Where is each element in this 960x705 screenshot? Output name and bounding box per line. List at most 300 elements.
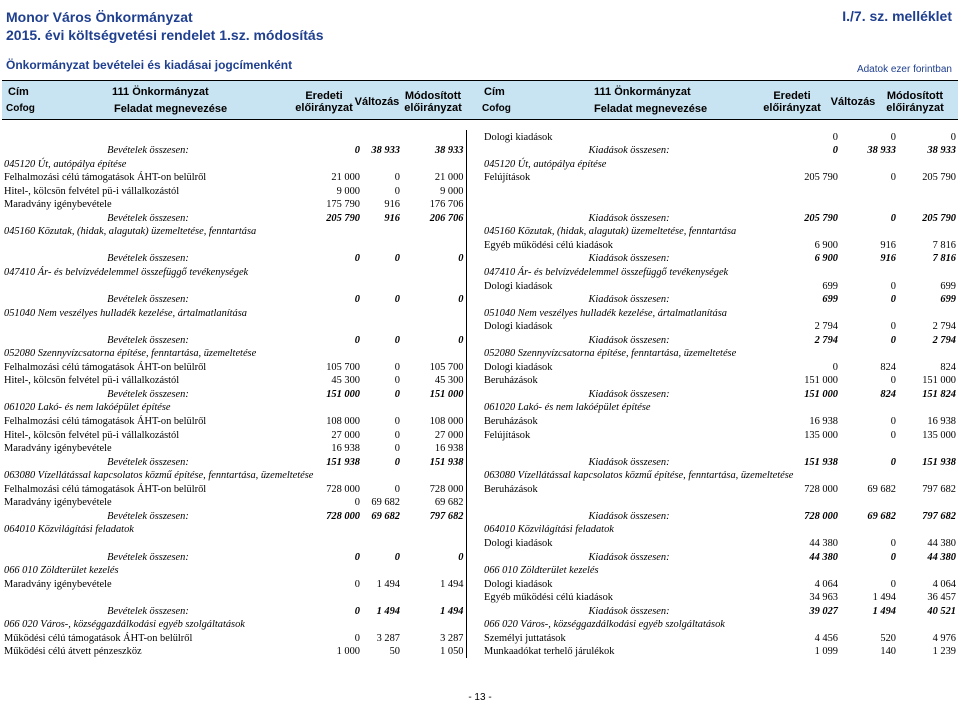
separator (466, 550, 482, 564)
revenue-modified: 1 494 (440, 605, 464, 617)
revenue-original (294, 320, 362, 334)
expense-modified: 797 682 (922, 483, 956, 495)
subtotal-row (2, 455, 958, 469)
revenue-original (294, 591, 362, 605)
separator (466, 645, 482, 659)
table-row (2, 171, 958, 185)
expense-modified: 699 (940, 280, 956, 292)
separator (466, 360, 482, 374)
table-row (2, 482, 958, 496)
revenue-change (362, 320, 402, 334)
expense-item-label: Dologi kiadások (484, 321, 553, 333)
revenue-change: 69 682 (371, 497, 400, 509)
revenue-total-label: Bevételek összesen: (107, 253, 189, 265)
expense-modified: 135 000 (922, 429, 956, 441)
revenue-item-label: Maradvány igénybevétele (4, 578, 112, 590)
expense-item-label: Dologi kiadások (484, 280, 553, 292)
revenue-change: 0 (394, 185, 400, 197)
separator (466, 591, 482, 605)
expense-original: 0 (832, 361, 838, 373)
revenue-item-label: Hitel-, kölcsön felvétel pü-i vállalkozástól (4, 375, 180, 387)
expense-change: 0 (890, 131, 896, 143)
category-row (2, 564, 958, 578)
expense-change (840, 496, 898, 510)
separator (466, 198, 482, 212)
subtotal-row (2, 144, 958, 158)
expense-modified: 44 380 (927, 537, 956, 549)
revenue-original: 0 (354, 605, 360, 617)
revenue-original: 175 790 (326, 199, 360, 211)
revenue-change: 1 494 (376, 605, 400, 617)
expense-original: 728 000 (804, 483, 838, 495)
revenue-original: 0 (354, 294, 360, 306)
category-label-right: 061020 Lakó- és nem lakóépület építése (484, 402, 651, 414)
expense-item-label: Személyi juttatások (484, 632, 566, 644)
expense-item-label: Dologi kiadások (484, 578, 553, 590)
revenue-modified: 0 (458, 334, 464, 346)
expense-change: 0 (890, 321, 896, 333)
expense-change: 916 (880, 239, 896, 251)
revenue-modified: 151 938 (429, 456, 464, 468)
table-row (2, 130, 958, 144)
revenue-change: 916 (384, 212, 400, 224)
table-row (2, 360, 958, 374)
expense-item-label: Egyéb működési célú kiadások (484, 592, 613, 604)
category-label-left: 052080 Szennyvízcsatorna építése, fenntartása, üzemeltetése (4, 348, 257, 360)
revenue-item-label: Hitel-, kölcsön felvétel pü-i vállalkozástól (4, 185, 180, 197)
revenue-original (294, 238, 362, 252)
revenue-original: 0 (354, 145, 360, 157)
category-label-right: 047410 Ár- és belvízvédelemmel összefüggő tevékenységek (484, 267, 729, 279)
category-label-right: 052080 Szennyvízcsatorna építése, fenntartása, üzemeltetése (484, 348, 737, 360)
expense-original (776, 184, 840, 198)
expense-change: 520 (880, 632, 896, 644)
revenue-original: 16 938 (331, 443, 360, 455)
subtotal-row (2, 211, 958, 225)
expense-original (776, 496, 840, 510)
separator (466, 387, 482, 401)
expense-modified: 38 933 (927, 145, 956, 157)
revenue-change: 0 (394, 388, 400, 400)
revenue-modified: 45 300 (434, 375, 464, 387)
expense-total-label: Kiadások összesen: (588, 388, 670, 400)
category-label-right: 063080 Vízellátással kapcsolatos közmű építése, fenntartása, üzemeltetése (484, 470, 794, 482)
revenue-total-label: Bevételek összesen: (107, 334, 189, 346)
separator (466, 211, 482, 225)
separator (466, 252, 482, 266)
table-row (2, 374, 958, 388)
category-label-right: 066 010 Zöldterület kezelés (484, 565, 599, 577)
revenue-original: 0 (354, 253, 360, 265)
revenue-item-label: Felhalmozási célú támogatások ÁHT-on belülről (4, 361, 207, 373)
revenue-original: 151 938 (326, 456, 360, 468)
expense-original: 135 000 (804, 429, 838, 441)
subtotal-row (2, 293, 958, 307)
revenue-modified: 1 050 (440, 646, 464, 658)
revenue-change: 0 (394, 429, 400, 441)
separator (466, 618, 482, 632)
subtotal-row (2, 604, 958, 618)
expense-original: 4 456 (814, 632, 838, 644)
expense-change: 69 682 (867, 510, 896, 522)
table-row (2, 238, 958, 252)
expense-modified: 4 976 (932, 632, 956, 644)
revenue-item-label: Felhalmozási célú támogatások ÁHT-on belülről (4, 483, 207, 495)
revenue-modified (402, 130, 466, 144)
revenue-original: 205 790 (326, 212, 360, 224)
category-row (2, 401, 958, 415)
revenue-modified: 27 000 (434, 429, 464, 441)
revenue-original: 0 (354, 334, 360, 346)
annex-label: I./7. sz. melléklet (842, 8, 952, 24)
expense-total-label: Kiadások összesen: (588, 145, 670, 157)
revenue-original: 1 000 (336, 646, 360, 658)
table-row (2, 279, 958, 293)
category-row (2, 157, 958, 171)
col-orig-left: Eredeti előirányzat (295, 90, 353, 114)
expense-original: 6 900 (814, 239, 838, 251)
expense-modified: 40 521 (927, 605, 956, 617)
expense-change (840, 184, 898, 198)
expense-change: 0 (890, 578, 896, 590)
expense-modified: 151 938 (922, 456, 956, 468)
revenue-total-label: Bevételek összesen: (107, 145, 189, 157)
revenue-item-label: Maradvány igénybevétele (4, 199, 112, 211)
expense-modified: 4 064 (932, 578, 956, 590)
revenue-original (294, 130, 362, 144)
revenue-modified (402, 536, 466, 550)
subtotal-row (2, 252, 958, 266)
expense-modified: 7 816 (932, 253, 956, 265)
separator (466, 374, 482, 388)
expense-item-label (482, 184, 776, 198)
expense-item-label: Felújítások (484, 172, 531, 184)
expense-change: 916 (880, 253, 896, 265)
separator (466, 225, 482, 239)
expense-modified: 44 380 (927, 551, 956, 563)
revenue-change: 0 (394, 172, 400, 184)
col-change-left: Változás (354, 96, 400, 108)
col-cofog-left: Cofog (6, 103, 35, 114)
expense-original: 2 794 (814, 321, 838, 333)
revenue-change: 50 (389, 646, 400, 658)
expense-original: 699 (822, 294, 838, 306)
separator (466, 577, 482, 591)
expense-original: 44 380 (809, 537, 838, 549)
expense-total-label: Kiadások összesen: (588, 294, 670, 306)
col-change-right: Változás (830, 96, 876, 108)
expense-item-label (482, 198, 776, 212)
separator (466, 320, 482, 334)
separator (466, 455, 482, 469)
revenue-modified: 0 (458, 294, 464, 306)
revenue-modified: 728 000 (429, 483, 464, 495)
expense-modified: 205 790 (922, 212, 956, 224)
col-cim-left: Cím (8, 86, 29, 98)
expense-item-label: Beruházások (484, 416, 538, 428)
expense-original: 34 963 (809, 592, 838, 604)
revenue-change: 0 (394, 375, 400, 387)
separator (466, 536, 482, 550)
revenue-item-label (2, 536, 294, 550)
table-row (2, 577, 958, 591)
expense-item-label: Beruházások (484, 483, 538, 495)
expense-original: 205 790 (804, 172, 838, 184)
category-label-left: 045120 Út, autópálya építése (4, 158, 127, 170)
revenue-item-label: Hitel-, kölcsön felvétel pü-i vállalkozástól (4, 429, 180, 441)
expense-item-label: Munkaadókat terhelő járulékok (484, 646, 615, 658)
revenue-original: 27 000 (331, 429, 360, 441)
category-row (2, 469, 958, 483)
category-row (2, 265, 958, 279)
expense-change (840, 198, 898, 212)
revenue-change: 1 494 (376, 578, 400, 590)
revenue-modified: 3 287 (440, 632, 464, 644)
expense-change: 0 (890, 280, 896, 292)
revenue-original: 21 000 (331, 172, 360, 184)
expense-total-label: Kiadások összesen: (588, 551, 670, 563)
expense-change: 0 (890, 294, 896, 306)
revenue-original: 151 000 (326, 388, 360, 400)
column-header (2, 80, 958, 120)
expense-modified (898, 496, 958, 510)
revenue-original: 0 (354, 551, 360, 563)
unit-note: Adatok ezer forintban (856, 64, 952, 75)
revenue-change: 0 (394, 294, 400, 306)
expense-original: 44 380 (809, 551, 838, 563)
expense-modified: 36 457 (927, 592, 956, 604)
expense-total-label: Kiadások összesen: (588, 456, 670, 468)
table-row (2, 631, 958, 645)
expense-item-label: Dologi kiadások (484, 361, 553, 373)
expense-total-label: Kiadások összesen: (588, 510, 670, 522)
expense-modified: 1 239 (932, 646, 956, 658)
table-row (2, 320, 958, 334)
category-label-right: 045160 Közutak, (hidak, alagutak) üzemeltetése, fenntartása (484, 226, 737, 238)
separator (466, 428, 482, 442)
col-task-left: Feladat megnevezése (114, 103, 228, 115)
separator (466, 401, 482, 415)
revenue-modified (402, 591, 466, 605)
org-name: Monor Város Önkormányzat (6, 9, 193, 25)
separator (466, 306, 482, 320)
subtotal-row (2, 550, 958, 564)
category-label-right: 045120 Út, autópálya építése (484, 158, 607, 170)
revenue-change (362, 130, 402, 144)
budget-table (2, 130, 958, 658)
revenue-item-label: Működési célú támogatások ÁHT-on belülről (4, 632, 193, 644)
col-mod-right: Módosított előirányzat (886, 90, 944, 114)
expense-modified: 151 000 (922, 375, 956, 387)
category-label-left: 051040 Nem veszélyes hulladék kezelése, ártalmatlanítása (4, 307, 247, 319)
expense-original: 39 027 (809, 605, 838, 617)
revenue-modified: 9 000 (440, 185, 464, 197)
separator (466, 604, 482, 618)
separator (466, 171, 482, 185)
col-orig-right: Eredeti előirányzat (763, 90, 821, 114)
expense-modified: 797 682 (922, 510, 956, 522)
revenue-item-label: Maradvány igénybevétele (4, 497, 112, 509)
revenue-change: 0 (394, 253, 400, 265)
category-label-left: 045160 Közutak, (hidak, alagutak) üzemeltetése, fenntartása (4, 226, 257, 238)
revenue-item-label (2, 238, 294, 252)
revenue-item-label (2, 130, 294, 144)
revenue-change: 0 (394, 416, 400, 428)
table-row (2, 428, 958, 442)
revenue-change: 38 933 (371, 145, 400, 157)
revenue-original: 108 000 (326, 416, 360, 428)
table-row (2, 496, 958, 510)
expense-original: 151 000 (804, 388, 838, 400)
expense-original (776, 442, 840, 456)
revenue-total-label: Bevételek összesen: (107, 294, 189, 306)
separator (466, 347, 482, 361)
revenue-change: 0 (394, 551, 400, 563)
expense-change: 0 (890, 551, 896, 563)
revenue-total-label: Bevételek összesen: (107, 510, 189, 522)
separator (466, 238, 482, 252)
separator (466, 509, 482, 523)
expense-total-label: Kiadások összesen: (588, 253, 670, 265)
revenue-original: 0 (354, 578, 360, 590)
category-label-right: 064010 Közvilágítási feladatok (484, 524, 614, 536)
separator (466, 293, 482, 307)
category-row (2, 225, 958, 239)
separator (466, 469, 482, 483)
category-row (2, 306, 958, 320)
revenue-item-label: Működési célú átvett pénzeszköz (4, 646, 142, 658)
separator (466, 414, 482, 428)
revenue-change: 916 (384, 199, 400, 211)
expense-change: 0 (890, 456, 896, 468)
expense-change: 0 (890, 334, 896, 346)
expense-modified (898, 198, 958, 212)
expense-change: 0 (890, 212, 896, 224)
table-row (2, 198, 958, 212)
expense-modified: 151 824 (922, 388, 956, 400)
subtotal-row (2, 333, 958, 347)
col-org-right: 111 Önkormányzat (594, 86, 691, 98)
expense-modified: 7 816 (932, 239, 956, 251)
revenue-change: 0 (394, 456, 400, 468)
revenue-total-label: Bevételek összesen: (107, 456, 189, 468)
revenue-change (362, 279, 402, 293)
col-task-right: Feladat megnevezése (594, 103, 708, 115)
table-row (2, 414, 958, 428)
separator (466, 157, 482, 171)
revenue-modified: 176 706 (429, 199, 464, 211)
decree-title: 2015. évi költségvetési rendelet 1.sz. módosítás (6, 27, 324, 43)
revenue-modified: 38 933 (434, 145, 464, 157)
revenue-original: 0 (354, 632, 360, 644)
expense-change: 824 (880, 361, 896, 373)
expense-change: 824 (880, 388, 896, 400)
expense-change: 0 (890, 375, 896, 387)
revenue-change (362, 238, 402, 252)
expense-original: 151 000 (804, 375, 838, 387)
expense-item-label: Dologi kiadások (484, 537, 553, 549)
expense-change: 1 494 (872, 605, 896, 617)
revenue-modified: 206 706 (429, 212, 464, 224)
expense-total-label: Kiadások összesen: (588, 212, 670, 224)
revenue-original: 45 300 (331, 375, 360, 387)
revenue-total-label: Bevételek összesen: (107, 605, 189, 617)
expense-modified: 0 (950, 131, 956, 143)
category-label-left: 066 020 Város-, községgazdálkodási egyéb szolgáltatások (4, 619, 245, 631)
expense-modified (898, 442, 958, 456)
category-row (2, 523, 958, 537)
revenue-item-label (2, 591, 294, 605)
expense-modified: 824 (940, 361, 956, 373)
subtotal-row (2, 387, 958, 401)
subtotal-row (2, 509, 958, 523)
separator (466, 184, 482, 198)
col-mod-left: Módosított előirányzat (404, 90, 462, 114)
category-label-left: 061020 Lakó- és nem lakóépület építése (4, 402, 171, 414)
separator (466, 265, 482, 279)
expense-original: 0 (832, 131, 838, 143)
revenue-change (362, 591, 402, 605)
page-title: Önkormányzat bevételei és kiadásai jogcímenként (6, 58, 293, 72)
category-label-left: 066 010 Zöldterület kezelés (4, 565, 119, 577)
expense-item-label: Beruházások (484, 375, 538, 387)
expense-modified (898, 184, 958, 198)
revenue-modified (402, 238, 466, 252)
expense-original: 6 900 (814, 253, 838, 265)
revenue-item-label: Maradvány igénybevétele (4, 443, 112, 455)
expense-item-label: Felújítások (484, 429, 531, 441)
expense-item-label (482, 442, 776, 456)
revenue-total-label: Bevételek összesen: (107, 551, 189, 563)
table-row (2, 536, 958, 550)
expense-original (776, 198, 840, 212)
col-cim-right: Cím (484, 86, 505, 98)
revenue-modified: 16 938 (434, 443, 464, 455)
separator (466, 496, 482, 510)
revenue-modified (402, 279, 466, 293)
revenue-change: 3 287 (376, 632, 400, 644)
category-label-left: 064010 Közvilágítási feladatok (4, 524, 134, 536)
expense-total-label: Kiadások összesen: (588, 334, 670, 346)
category-label-right: 066 020 Város-, községgazdálkodási egyéb szolgáltatások (484, 619, 725, 631)
revenue-original: 9 000 (336, 185, 360, 197)
revenue-total-label: Bevételek összesen: (107, 388, 189, 400)
revenue-original (294, 279, 362, 293)
expense-modified: 699 (940, 294, 956, 306)
revenue-modified: 0 (458, 551, 464, 563)
expense-original: 728 000 (804, 510, 838, 522)
category-label-left: 063080 Vízellátással kapcsolatos közmű építése, fenntartása, üzemeltetése (4, 470, 314, 482)
table-row (2, 591, 958, 605)
revenue-modified (402, 320, 466, 334)
expense-original: 4 064 (814, 578, 838, 590)
separator (466, 279, 482, 293)
expense-total-label: Kiadások összesen: (588, 605, 670, 617)
table-row (2, 442, 958, 456)
category-label-left: 047410 Ár- és belvízvédelemmel összefüggő tevékenységek (4, 267, 249, 279)
page-number: - 13 - (468, 692, 492, 703)
expense-change: 38 933 (867, 145, 896, 157)
table-row (2, 645, 958, 659)
revenue-change: 0 (394, 443, 400, 455)
category-row (2, 618, 958, 632)
revenue-modified: 0 (458, 253, 464, 265)
expense-original: 2 794 (814, 334, 838, 346)
col-org-left: 111 Önkormányzat (112, 86, 209, 98)
revenue-original: 0 (354, 497, 360, 509)
table-row (2, 184, 958, 198)
revenue-original: 728 000 (326, 510, 360, 522)
